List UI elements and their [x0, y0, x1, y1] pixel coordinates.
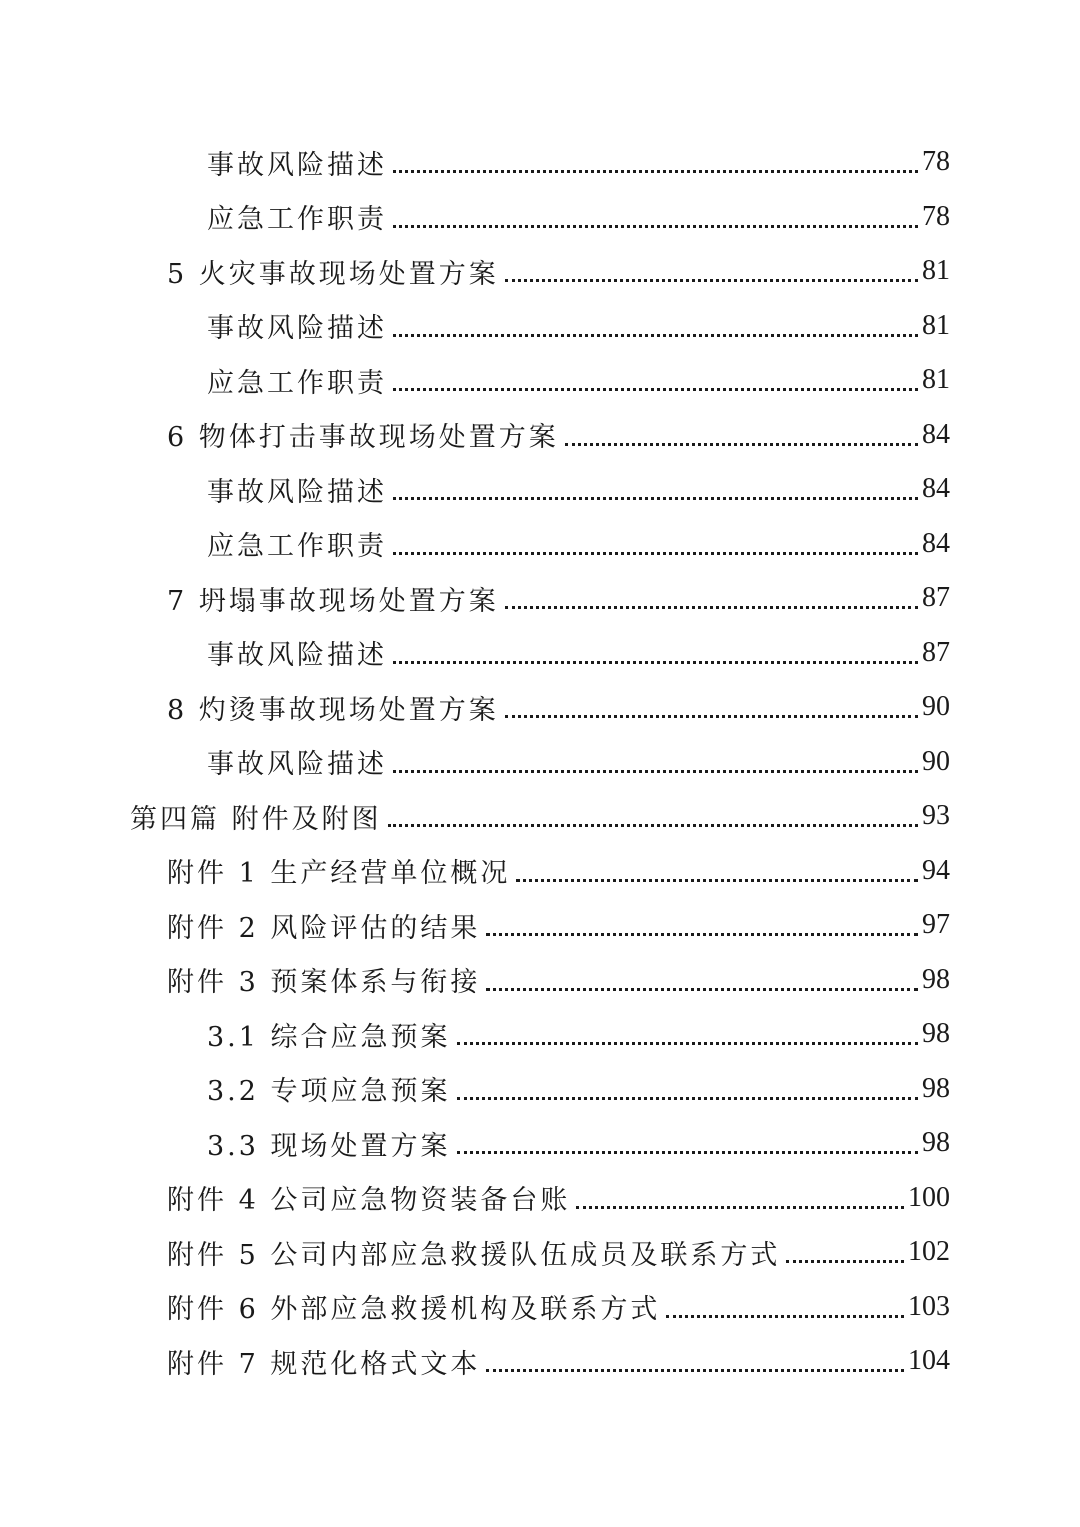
- toc-dot-leader: [505, 579, 918, 609]
- toc-entry-title: 3.3 现场处置方案: [207, 1130, 451, 1162]
- toc-entry-title: 附件 7 规范化格式文本: [167, 1348, 481, 1380]
- toc-dot-leader: [393, 198, 918, 228]
- toc-entry-page-number: 103: [908, 1290, 950, 1322]
- toc-entry-title: 事故风险描述: [207, 640, 387, 672]
- toc-dot-leader: [457, 1015, 918, 1045]
- toc-entry-title: 8 灼烫事故现场处置方案: [167, 694, 499, 726]
- toc-entry-page-number: 78: [922, 146, 950, 178]
- toc-dot-leader: [486, 906, 918, 936]
- toc-entry[interactable]: [0, 680, 1080, 735]
- toc-entry-page-number: 90: [922, 691, 950, 723]
- toc-entry-page-number: 84: [922, 418, 950, 450]
- toc-dot-leader: [486, 961, 918, 991]
- toc-dot-leader: [576, 1179, 904, 1209]
- toc-entry[interactable]: [0, 953, 1080, 1008]
- toc-entry-page-number: 87: [922, 636, 950, 668]
- toc-entry[interactable]: [0, 1116, 1080, 1171]
- toc-entry[interactable]: [0, 299, 1080, 354]
- toc-entry[interactable]: [0, 898, 1080, 953]
- toc-dot-leader: [457, 1124, 918, 1154]
- table-of-contents: [0, 135, 1080, 1389]
- toc-dot-leader: [393, 634, 918, 664]
- toc-dot-leader: [393, 470, 918, 500]
- toc-entry-title: 附件 6 外部应急救援机构及联系方式: [167, 1294, 661, 1326]
- toc-entry[interactable]: [0, 1280, 1080, 1335]
- toc-entry-title: 事故风险描述: [207, 149, 387, 181]
- toc-entry-title: 6 物体打击事故现场处置方案: [167, 422, 559, 454]
- toc-entry-title: 附件 2 风险评估的结果: [167, 912, 481, 944]
- toc-entry[interactable]: [0, 1225, 1080, 1280]
- toc-entry[interactable]: [0, 190, 1080, 245]
- toc-entry-page-number: 78: [922, 200, 950, 232]
- toc-dot-leader: [393, 307, 918, 337]
- toc-entry-page-number: 104: [908, 1345, 950, 1377]
- toc-entry-title: 应急工作职责: [207, 204, 387, 236]
- toc-entry[interactable]: [0, 1334, 1080, 1389]
- toc-entry-title: 附件 4 公司应急物资装备台账: [167, 1185, 571, 1217]
- toc-entry[interactable]: [0, 462, 1080, 517]
- toc-entry[interactable]: [0, 135, 1080, 190]
- toc-entry-page-number: 81: [922, 364, 950, 396]
- toc-entry-page-number: 84: [922, 527, 950, 559]
- toc-entry-title: 事故风险描述: [207, 749, 387, 781]
- toc-entry-title: 事故风险描述: [207, 476, 387, 508]
- toc-entry-title: 应急工作职责: [207, 367, 387, 399]
- toc-entry-title: 附件 3 预案体系与衔接: [167, 967, 481, 999]
- toc-entry-page-number: 90: [922, 745, 950, 777]
- toc-dot-leader: [565, 416, 918, 446]
- toc-entry-title: 应急工作职责: [207, 531, 387, 563]
- toc-dot-leader: [457, 1070, 918, 1100]
- toc-entry-title: 第四篇 附件及附图: [130, 803, 382, 835]
- toc-dot-leader: [393, 525, 918, 555]
- toc-entry[interactable]: [0, 1062, 1080, 1117]
- toc-dot-leader: [388, 797, 918, 827]
- toc-dot-leader: [486, 1342, 904, 1372]
- toc-entry-title: 3.2 专项应急预案: [207, 1076, 451, 1108]
- toc-entry-page-number: 97: [922, 909, 950, 941]
- toc-dot-leader: [393, 743, 918, 773]
- toc-entry-page-number: 102: [908, 1236, 950, 1268]
- toc-dot-leader: [516, 852, 918, 882]
- toc-entry[interactable]: [0, 789, 1080, 844]
- toc-entry[interactable]: [0, 353, 1080, 408]
- toc-entry[interactable]: [0, 1171, 1080, 1226]
- toc-entry-title: 附件 1 生产经营单位概况: [167, 858, 511, 890]
- toc-entry-page-number: 94: [922, 854, 950, 886]
- toc-entry-page-number: 100: [908, 1181, 950, 1213]
- toc-entry[interactable]: [0, 571, 1080, 626]
- toc-entry-title: 3.1 综合应急预案: [207, 1021, 451, 1053]
- toc-entry-page-number: 98: [922, 1072, 950, 1104]
- toc-entry-page-number: 81: [922, 309, 950, 341]
- toc-entry-page-number: 98: [922, 1018, 950, 1050]
- toc-entry[interactable]: [0, 517, 1080, 572]
- toc-entry-title: 5 火灾事故现场处置方案: [167, 258, 499, 290]
- toc-entry[interactable]: [0, 844, 1080, 899]
- toc-entry[interactable]: [0, 626, 1080, 681]
- toc-dot-leader: [505, 688, 918, 718]
- toc-entry-title: 附件 5 公司内部应急救援队伍成员及联系方式: [167, 1239, 781, 1271]
- toc-dot-leader: [393, 361, 918, 391]
- toc-dot-leader: [666, 1288, 904, 1318]
- toc-entry-page-number: 87: [922, 582, 950, 614]
- toc-entry-title: 7 坍塌事故现场处置方案: [167, 585, 499, 617]
- toc-entry[interactable]: [0, 735, 1080, 790]
- toc-entry-page-number: 93: [922, 800, 950, 832]
- toc-entry-title: 事故风险描述: [207, 313, 387, 345]
- toc-entry-page-number: 84: [922, 473, 950, 505]
- toc-entry[interactable]: [0, 1007, 1080, 1062]
- toc-entry[interactable]: [0, 408, 1080, 463]
- toc-entry[interactable]: [0, 244, 1080, 299]
- toc-entry-page-number: 98: [922, 1127, 950, 1159]
- toc-dot-leader: [505, 252, 918, 282]
- toc-dot-leader: [786, 1233, 904, 1263]
- toc-entry-page-number: 81: [922, 255, 950, 287]
- toc-dot-leader: [393, 143, 918, 173]
- toc-entry-page-number: 98: [922, 963, 950, 995]
